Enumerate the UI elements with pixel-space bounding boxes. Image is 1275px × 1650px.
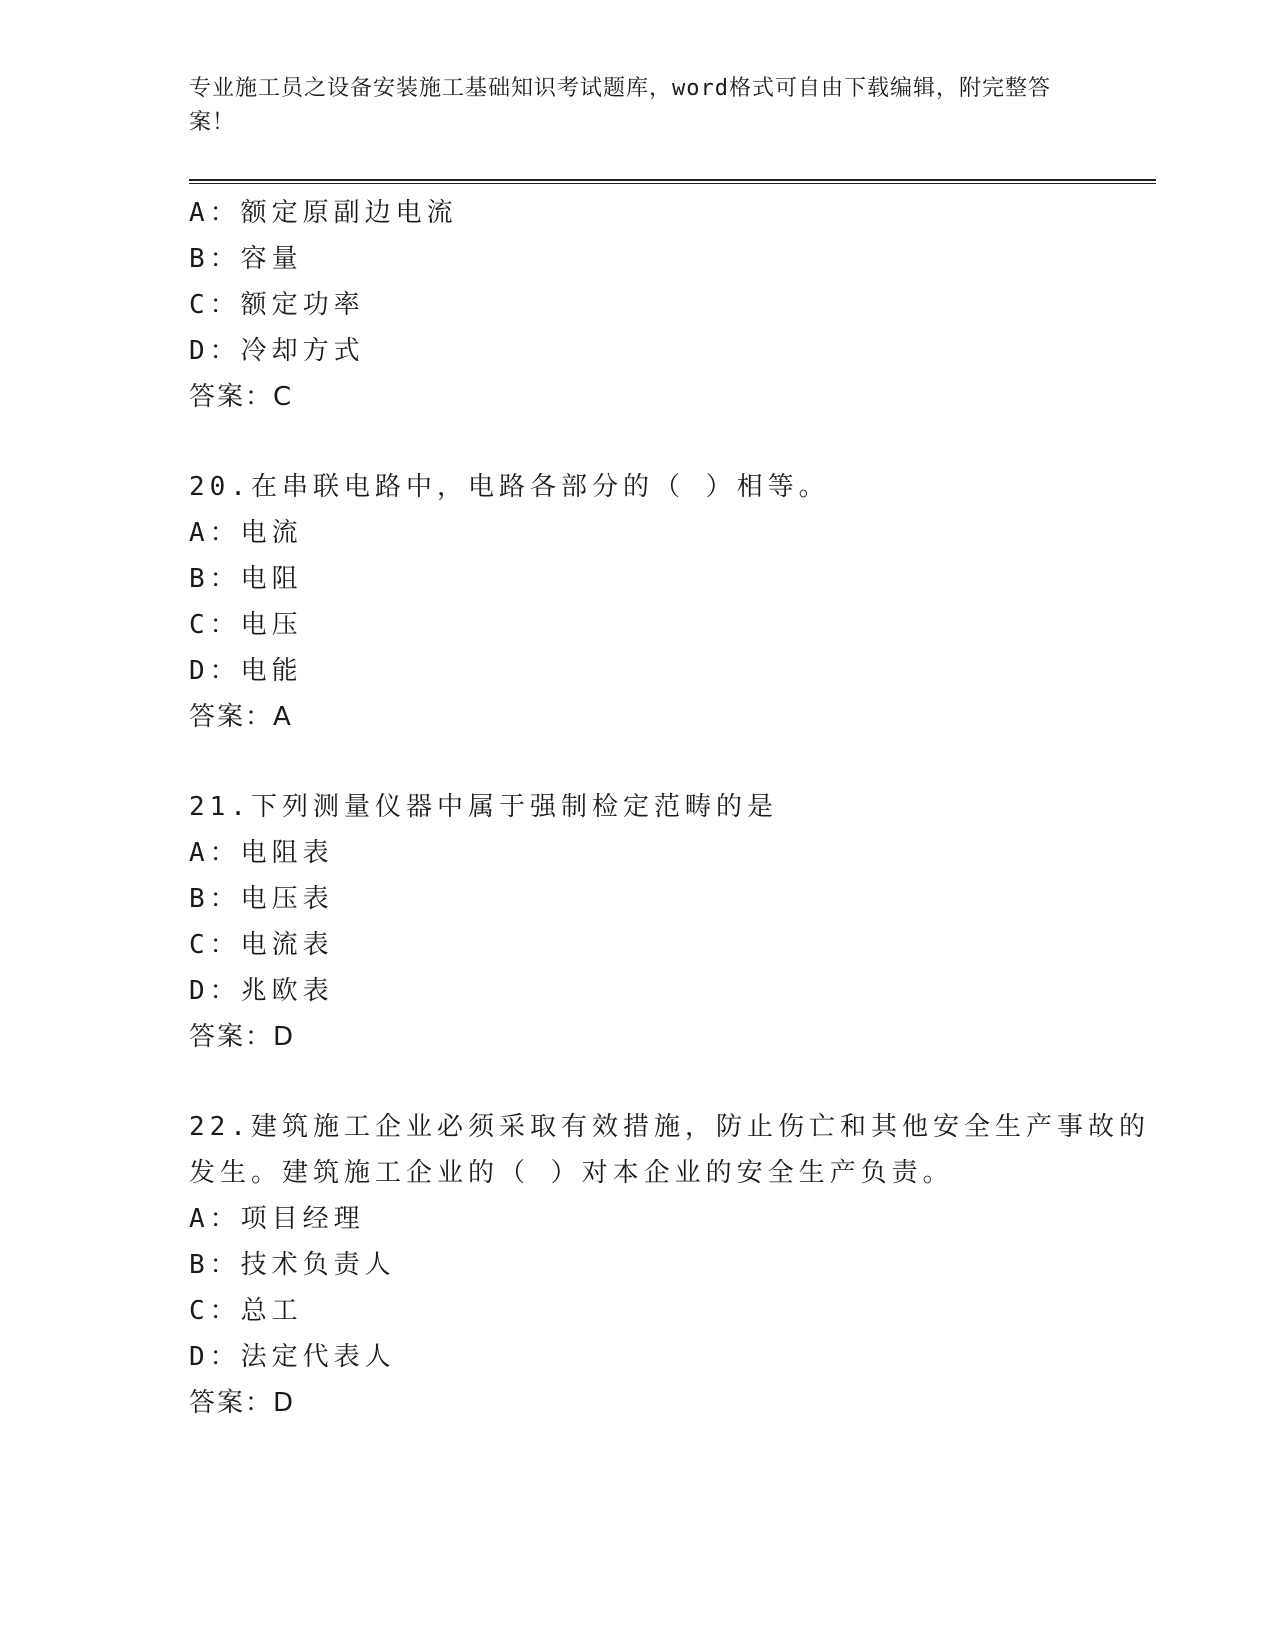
- option-b: B：技术负责人: [189, 1250, 396, 1280]
- question-stem: 20.在串联电路中，电路各部分的（ ）相等。: [189, 472, 830, 502]
- option-b: B：电压表: [189, 884, 334, 914]
- option-c: C：额定功率: [189, 290, 365, 320]
- option-c: C：电流表: [189, 930, 334, 960]
- question-20: [189, 464, 1089, 740]
- question-stem: 21.下列测量仪器中属于强制检定范畴的是: [189, 792, 778, 822]
- question-spacer: [189, 1060, 1089, 1104]
- question-stem-line-1: 22.建筑施工企业必须采取有效措施，防止伤亡和其他安全生产事故的: [189, 1112, 1150, 1142]
- question-spacer: [189, 740, 1089, 784]
- document-header: [189, 72, 1069, 140]
- option-a: A：项目经理: [189, 1204, 365, 1234]
- question-22: [189, 1104, 1150, 1426]
- option-a: A：额定原副边电流: [189, 198, 458, 228]
- answer-line: 答案：D: [189, 1022, 296, 1052]
- option-b: B：电阻: [189, 564, 303, 594]
- answer-line: 答案：D: [189, 1388, 296, 1418]
- question-21: [189, 784, 1089, 1060]
- question-list: [189, 190, 1150, 1426]
- document-title: 专业施工员之设备安装施工基础知识考试题库，word格式可自由下载编辑，附完整答案！: [189, 76, 1051, 135]
- option-a: A：电流: [189, 518, 303, 548]
- option-a: A：电阻表: [189, 838, 334, 868]
- option-d: D：电能: [189, 656, 303, 686]
- option-d: D：冷却方式: [189, 336, 365, 366]
- option-d: D：兆欧表: [189, 976, 334, 1006]
- option-c: C：总工: [189, 1296, 303, 1326]
- header-divider: [189, 179, 1156, 184]
- option-d: D：法定代表人: [189, 1342, 396, 1372]
- option-b: B：容量: [189, 244, 303, 274]
- question-stem-line-2: 发生。建筑施工企业的（ ）对本企业的安全生产负责。: [189, 1158, 954, 1188]
- answer-line: 答案：C: [189, 382, 294, 412]
- question-spacer: [189, 420, 1089, 464]
- option-c: C：电压: [189, 610, 303, 640]
- question-19-partial: [189, 190, 1089, 420]
- answer-line: 答案：A: [189, 702, 293, 732]
